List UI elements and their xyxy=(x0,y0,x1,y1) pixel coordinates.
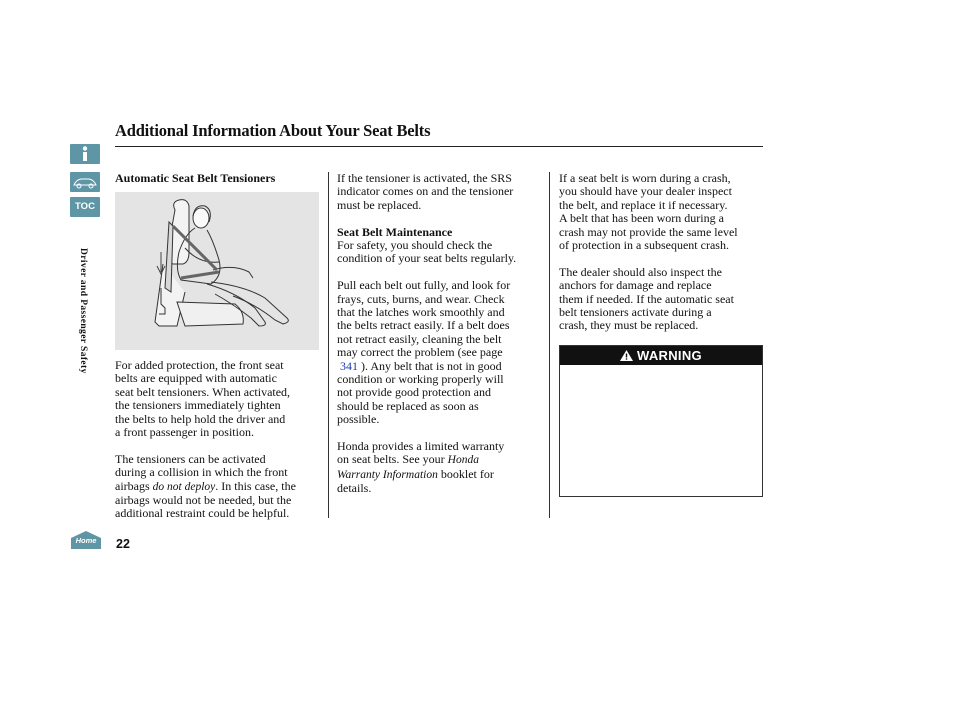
text-line: crash, they must be replaced. xyxy=(559,318,699,333)
text-line xyxy=(337,468,547,482)
info-button[interactable] xyxy=(70,144,100,164)
text-line: the tensioners immediately tighten xyxy=(115,398,281,413)
page-link[interactable]: 341 xyxy=(340,358,358,373)
column-1 xyxy=(115,172,325,185)
text-line: frays, cuts, burns, and wear. Check xyxy=(337,291,505,306)
emphasis-text: do not deploy xyxy=(152,480,216,493)
toc-button[interactable]: TOC xyxy=(70,197,100,217)
seat-belt-illustration xyxy=(115,192,319,350)
section-heading: Automatic Seat Belt Tensioners xyxy=(115,171,276,185)
text-line: the belt, and replace it if necessary. xyxy=(559,197,728,212)
text-line: possible. xyxy=(337,412,380,427)
text-line: a front passenger in position. xyxy=(115,425,254,440)
column-divider xyxy=(328,172,329,518)
home-label: Home xyxy=(75,536,97,545)
text-line: The tensioners can be activated xyxy=(115,451,266,466)
text-span: booklet for xyxy=(437,466,494,481)
text-span: on seat belts. See your xyxy=(337,452,448,467)
seated-passenger-illustration xyxy=(115,192,319,350)
info-icon xyxy=(70,144,100,164)
text-line xyxy=(115,480,325,494)
emphasis-text: Warranty Information xyxy=(337,468,438,481)
text-line: indicator comes on and the tensioner xyxy=(337,184,514,199)
text-line: during a collision in which the front xyxy=(115,465,288,480)
text-line: Honda provides a limited warranty xyxy=(337,439,505,454)
section-heading: Seat Belt Maintenance xyxy=(337,224,453,239)
text-line: belts are equipped with automatic xyxy=(115,371,277,386)
warning-triangle-icon xyxy=(620,350,633,361)
text-line: seat belt tensioners. When activated, xyxy=(115,384,291,399)
text-line: For safety, you should check the xyxy=(337,238,493,253)
text-line: crash may not provide the same level xyxy=(559,224,738,239)
text-line: A belt that has been worn during a xyxy=(559,211,724,226)
text-span: . In this case, the xyxy=(215,478,296,493)
column-2 xyxy=(337,172,547,496)
text-line: additional restraint could be helpful. xyxy=(115,506,290,521)
text-line: Pull each belt out fully, and look for xyxy=(337,278,511,293)
text-span: airbags xyxy=(115,478,153,493)
text-line: For added protection, the front seat xyxy=(115,358,284,372)
car-icon xyxy=(70,172,100,192)
vehicle-index-button[interactable] xyxy=(70,172,100,192)
text-line: anchors for damage and replace xyxy=(559,278,712,293)
text-line: The dealer should also inspect the xyxy=(559,264,722,279)
text-line: the belts retract easily. If a belt does xyxy=(337,318,510,333)
text-line: you should have your dealer inspect xyxy=(559,184,732,199)
column-3 xyxy=(559,172,765,333)
text-line: details. xyxy=(337,481,372,496)
text-line xyxy=(337,360,547,373)
column-1-body xyxy=(115,359,325,521)
home-button[interactable] xyxy=(70,530,102,555)
page-title: Additional Information About Your Seat Belts xyxy=(115,121,431,140)
text-line: belt tensioners activate during a xyxy=(559,305,712,320)
text-line: not retract easily, cleaning the belt xyxy=(337,331,502,346)
section-label: Driver and Passenger Safety xyxy=(78,248,88,374)
title-divider xyxy=(115,146,763,147)
page-number: 22 xyxy=(116,537,130,551)
text-span: ). Any belt that is not in good xyxy=(358,358,502,373)
warning-header xyxy=(560,346,762,365)
text-line: them if needed. If the automatic seat xyxy=(559,291,734,306)
warning-label: WARNING xyxy=(636,348,702,363)
text-line xyxy=(337,453,547,467)
text-line: that the latches work smoothly and xyxy=(337,305,505,320)
text-line: should be replaced as soon as xyxy=(337,398,479,413)
text-line: may correct the problem (see page xyxy=(337,345,503,360)
text-line: condition of your seat belts regularly. xyxy=(337,251,517,266)
text-line: condition or working properly will xyxy=(337,372,504,387)
text-line: If the tensioner is activated, the SRS xyxy=(337,171,512,185)
warning-box xyxy=(559,345,763,497)
emphasis-text: Honda xyxy=(447,454,479,467)
text-line: must be replaced. xyxy=(337,197,422,212)
text-line: airbags would not be needed, but the xyxy=(115,493,292,508)
text-line: If a seat belt is worn during a crash, xyxy=(559,171,731,185)
text-line: not provide good protection and xyxy=(337,385,491,400)
column-divider xyxy=(549,172,550,518)
text-line: the belts to help hold the driver and xyxy=(115,411,286,426)
text-line: of protection in a subsequent crash. xyxy=(559,238,729,253)
